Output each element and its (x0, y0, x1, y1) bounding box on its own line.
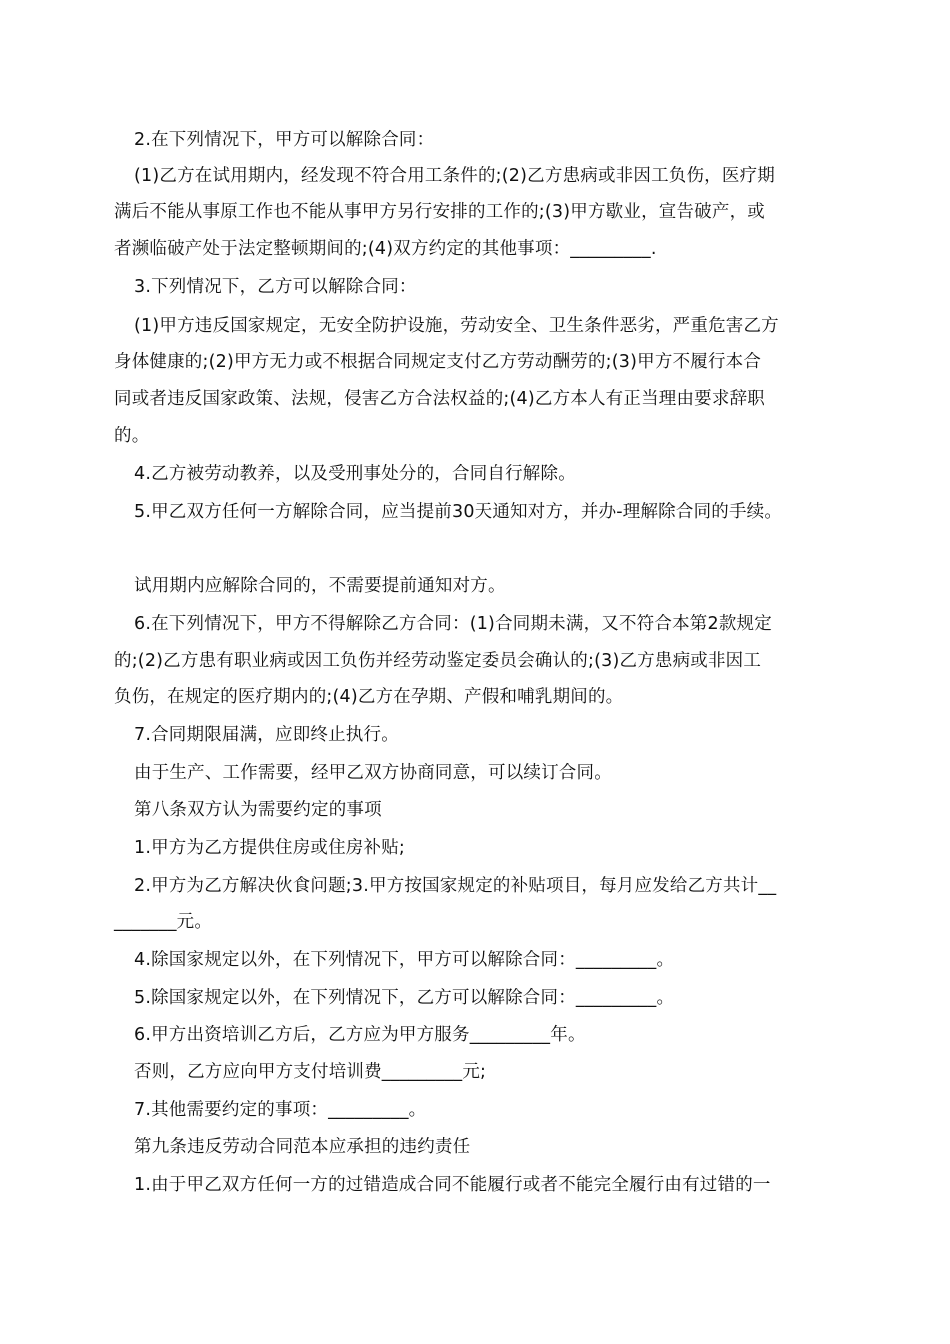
text-line: 7.其他需要约定的事项：_________。 (134, 1100, 427, 1120)
text-line: 的;(2)乙方患有职业病或因工负伤并经劳动鉴定委员会确认的;(3)乙方患病或非因工 (114, 651, 762, 671)
text-line: 6.在下列情况下，甲方不得解除乙方合同：(1)合同期未满，又不符合本第2款规定 (134, 614, 772, 634)
text-line: 6.甲方出资培训乙方后，乙方应为甲方服务_________年。 (134, 1025, 586, 1045)
text-line: 者濒临破产处于法定整顿期间的;(4)双方约定的其他事项：_________. (114, 239, 657, 259)
text-line: 身体健康的;(2)甲方无力或不根据合同规定支付乙方劳动酬劳的;(3)甲方不履行本合 (114, 352, 762, 372)
text-line: 第八条双方认为需要约定的事项 (134, 800, 382, 820)
text-line: 3.下列情况下，乙方可以解除合同： (134, 277, 417, 297)
text-line: 否则，乙方应向甲方支付培训费_________元; (134, 1062, 487, 1082)
text-line: 1.由于甲乙双方任何一方的过错造成合同不能履行或者不能完全履行由有过错的一 (134, 1175, 771, 1195)
text-line: 满后不能从事原工作也不能从事甲方另行安排的工作的;(3)甲方歇业，宣告破产，或 (114, 202, 765, 222)
text-line: 试用期内应解除合同的，不需要提前通知对方。 (134, 576, 506, 596)
text-line: 5.甲乙双方任何一方解除合同，应当提前30天通知对方，并办-理解除合同的手续。 (134, 502, 783, 522)
text-line: 7.合同期限届满，应即终止执行。 (134, 725, 399, 745)
text-line: _______元。 (114, 912, 213, 932)
text-line: (1)甲方违反国家规定，无安全防护设施，劳动安全、卫生条件恶劣，严重危害乙方 (134, 316, 779, 336)
text-line: 同或者违反国家政策、法规，侵害乙方合法权益的;(4)乙方本人有正当理由要求辞职 (114, 389, 765, 409)
text-line: 由于生产、工作需要，经甲乙双方协商同意，可以续订合同。 (134, 763, 612, 783)
text-line: (1)乙方在试用期内，经发现不符合用工条件的;(2)乙方患病或非因工负伤，医疗期 (134, 166, 775, 186)
text-line: 的。 (114, 426, 150, 446)
text-line: 5.除国家规定以外，在下列情况下，乙方可以解除合同：_________。 (134, 988, 675, 1008)
text-line: 2.甲方为乙方解决伙食问题;3.甲方按国家规定的补贴项目，每月应发给乙方共计__ (134, 876, 777, 896)
text-line: 2.在下列情况下，甲方可以解除合同： (134, 130, 435, 150)
text-line: 1.甲方为乙方提供住房或住房补贴; (134, 838, 405, 858)
text-line: 第九条违反劳动合同范本应承担的违约责任 (134, 1137, 471, 1157)
text-line: 4.除国家规定以外，在下列情况下，甲方可以解除合同：_________。 (134, 950, 675, 970)
text-line: 负伤，在规定的医疗期内的;(4)乙方在孕期、产假和哺乳期间的。 (114, 687, 624, 707)
text-line: 4.乙方被劳动教养，以及受刑事处分的，合同自行解除。 (134, 464, 576, 484)
